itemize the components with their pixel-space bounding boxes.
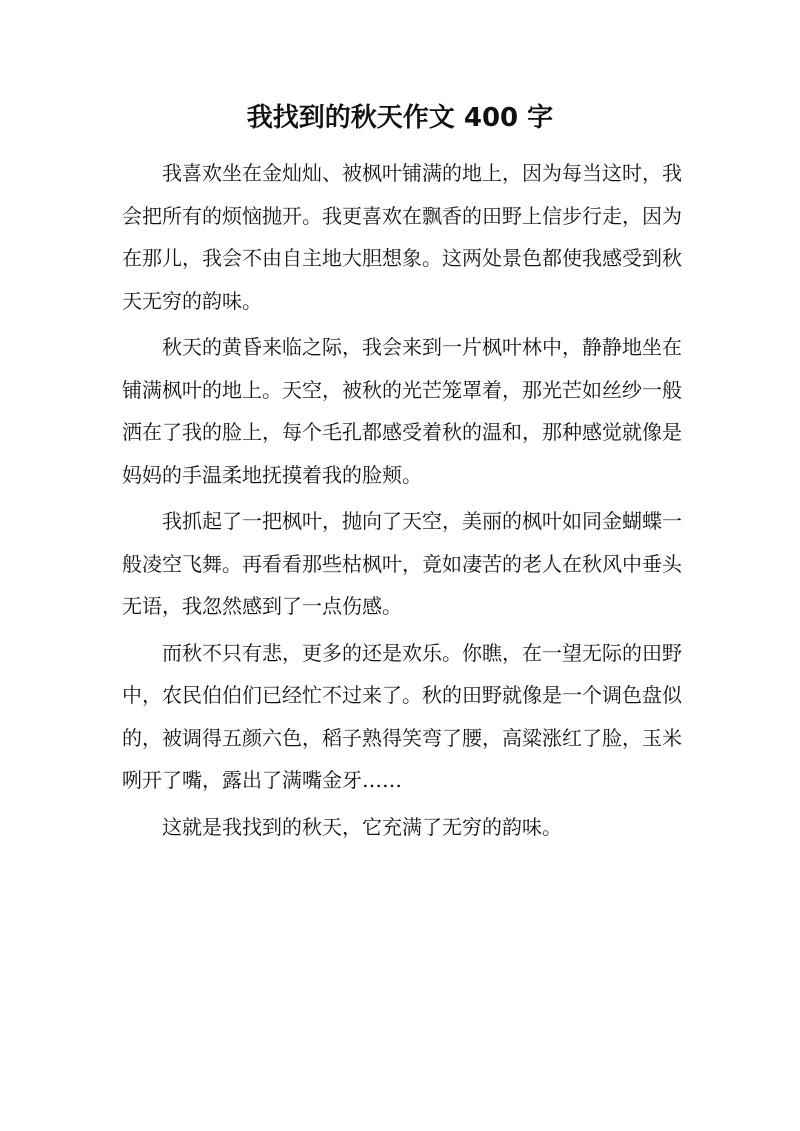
paragraph: 而秋不只有悲，更多的还是欢乐。你瞧，在一望无际的田野中，农民伯伯们已经忙不过来了。秋的田野就像是一个调色盘似的，被调得五颜六色，稻子熟得笑弯了腰，高粱涨红了脸，玉米咧开了嘴，露出了满嘴金牙……	[122, 640, 682, 792]
paragraph: 秋天的黄昏来临之际，我会来到一片枫叶林中，静静地坐在铺满枫叶的地上。天空，被秋的光芒笼罩着，那光芒如丝纱一般洒在了我的脸上，每个毛孔都感受着秋的温和，那种感觉就像是妈妈的手温柔地抚摸着我的脸颊。	[122, 335, 682, 487]
document-body	[122, 152, 682, 852]
paragraph: 这就是我找到的秋天，它充满了无穷的韵味。	[162, 814, 562, 839]
paragraph: 我抓起了一把枫叶，抛向了天空，美丽的枫叶如同金蝴蝶一般凌空飞舞。再看看那些枯枫叶，竟如凄苦的老人在秋风中垂头无语，我忽然感到了一点伤感。	[122, 509, 682, 618]
document-title: 我找到的秋天作文 400 字	[246, 103, 554, 133]
paragraph: 我喜欢坐在金灿灿、被枫叶铺满的地上，因为每当这时，我会把所有的烦恼抛开。我更喜欢在飘香的田野上信步行走，因为在那儿，我会不由自主地大胆想象。这两处景色都使我感受到秋天无穷的韵味。	[122, 161, 682, 313]
